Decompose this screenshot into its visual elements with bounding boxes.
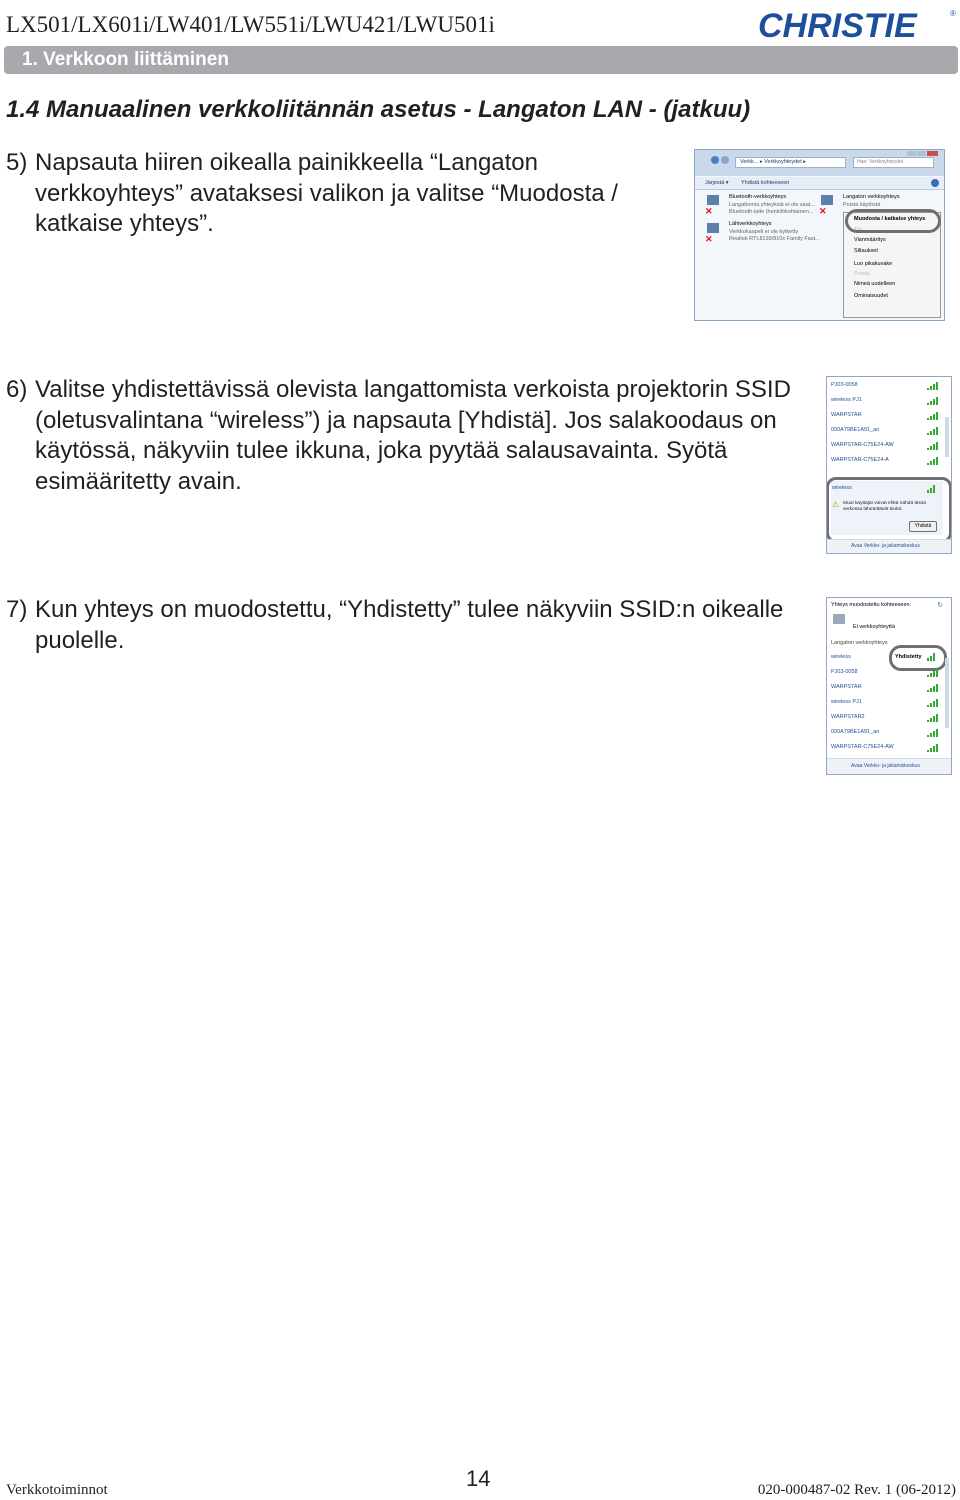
disabled-x-icon: ✕ <box>705 206 713 216</box>
adapter-wireless <box>843 194 900 209</box>
step-6 <box>6 375 806 497</box>
wireless-group-label: Langaton verkkoyhteys <box>831 640 888 646</box>
signal-strength-icon <box>927 442 939 450</box>
adapter-device: Realtek RTL8139/810x Family Fast... <box>729 236 820 242</box>
signal-strength-icon <box>927 684 939 692</box>
adapter-bluetooth <box>729 194 815 217</box>
footer-revision: 020-000487-02 Rev. 1 (06-2012) <box>757 1482 956 1498</box>
signal-strength-icon <box>927 744 939 752</box>
forward-icon <box>721 156 729 164</box>
wireless-network-list-screenshot <box>826 376 952 554</box>
search-box: Hae: Verkkoyhteydet <box>853 157 934 168</box>
network-item[interactable]: wireless PJ1 <box>831 397 862 403</box>
menu-item-bridge[interactable]: Siltaukset <box>854 248 878 254</box>
step-number: 7) <box>6 596 28 623</box>
signal-strength-icon <box>927 699 939 707</box>
signal-strength-icon <box>927 714 939 722</box>
step-number: 5) <box>6 149 28 176</box>
step-text: Napsauta hiiren oikealla painikkeella “Langaton verkkoyhteys” avataksesi valikon ja valitse “Muodosta / katkaise yhteys”. <box>35 149 618 237</box>
help-icon <box>931 179 939 187</box>
network-list-footer <box>827 539 951 554</box>
adapter-name: Lähiverkkoyhteys <box>729 221 772 227</box>
menu-item-shortcut[interactable]: Luo pikakuvake <box>854 261 893 267</box>
disabled-x-icon: ✕ <box>819 206 827 216</box>
network-item[interactable]: WARPSTAR-C75E24-A <box>831 457 889 463</box>
menu-item-properties[interactable]: Ominaisuudet <box>854 293 888 299</box>
disabled-x-icon: ✕ <box>705 234 713 244</box>
window-controls <box>907 151 941 157</box>
adapter-lan <box>729 221 820 244</box>
network-item[interactable]: WARPSTAR <box>831 684 862 690</box>
network-item[interactable]: 000A79BE1A91_an <box>831 427 880 433</box>
step-7 <box>6 595 806 656</box>
adapter-name: Bluetooth-verkkoyhteys <box>729 194 787 200</box>
christie-logo <box>758 4 958 44</box>
section-header-bar <box>4 46 958 74</box>
subheading: 1.4 Manuaalinen verkkoliitännän asetus - Langaton LAN - (jatkuu) <box>6 96 751 123</box>
connection-title: Yhteys muodostettu kohteeseen: <box>831 602 912 608</box>
network-item[interactable]: wireless PJ1 <box>831 699 862 705</box>
menu-item-status[interactable]: Tila <box>854 227 863 233</box>
current-connection-status: Ei verkkoyhteyttä <box>853 624 895 630</box>
shield-warning-icon: ⚠ <box>832 500 840 509</box>
adapter-device: Bluetooth-laite (henkilökohtainen... <box>729 209 814 215</box>
scrollbar[interactable] <box>945 658 949 728</box>
footer-chapter: Verkkotoiminnot <box>6 1482 108 1498</box>
scrollbar[interactable] <box>945 417 949 457</box>
network-item[interactable]: WARPSTAR2 <box>831 714 865 720</box>
signal-strength-icon <box>927 412 939 420</box>
organize-menu: Järjestä ▾ <box>705 180 729 186</box>
signal-strength-icon <box>927 427 939 435</box>
connected-network-list-screenshot <box>826 597 952 775</box>
signal-strength-icon <box>927 397 939 405</box>
network-item[interactable]: WARPSTAR-C75E24-AW <box>831 442 894 448</box>
step-number: 6) <box>6 376 28 403</box>
step-text: Kun yhteys on muodostettu, “Yhdistetty” tulee näkyviin SSID:n oikealle puolelle. <box>35 596 784 654</box>
network-connections-screenshot <box>694 149 945 321</box>
toolbar <box>695 177 944 190</box>
refresh-icon[interactable]: ↻ <box>937 602 943 609</box>
back-icon <box>711 156 719 164</box>
security-warning-text: Muut käyttäjät voivat ehkä nähdä tässä verkossa lähetettävät tiedot. <box>843 501 926 512</box>
highlight-oval <box>845 209 941 233</box>
network-center-link[interactable]: Avaa Verkko- ja jakamiskeskus <box>851 543 920 549</box>
network-item[interactable]: WARPSTAR-C75E24-AW <box>831 744 894 750</box>
signal-strength-icon <box>927 382 939 390</box>
document-model-title: LX501/LX601i/LW401/LW551i/LWU421/LWU501i <box>6 12 495 37</box>
highlight-oval <box>889 645 947 671</box>
connect-button[interactable]: Yhdistä <box>909 521 937 532</box>
adapter-status: Poista käytöstä <box>843 201 881 208</box>
network-list-footer <box>827 758 951 775</box>
adapter-name: Langaton verkkoyhteys <box>843 194 900 200</box>
adapter-status: Verkkokaapeli ei ole kytketty <box>729 228 799 235</box>
adapter-status: Langattomia yhteyksiä ei ole saat... <box>729 201 815 208</box>
logo-text: CHRISTIE <box>758 7 917 44</box>
signal-strength-icon <box>927 669 939 677</box>
highlight-oval <box>826 477 952 543</box>
network-item[interactable]: WARPSTAR <box>831 412 862 418</box>
network-item[interactable]: PJ03-0058 <box>831 669 858 675</box>
section-title: 1. Verkkoon liittäminen <box>22 49 229 70</box>
network-center-link[interactable]: Avaa Verkko- ja jakamiskeskus <box>851 763 920 769</box>
menu-item-rename[interactable]: Nimeä uudelleen <box>854 281 896 287</box>
computer-icon <box>833 614 845 624</box>
network-adapter-icon <box>707 195 719 205</box>
selected-network-ssid[interactable]: wireless <box>832 485 852 491</box>
step-text: Valitse yhdistettävissä olevista langattomista verkoista projektorin SSID (oletusvalintana “wireless”) ja napsauta [Yhdistä]. Jos salakoodaus on käytössä, näkyviin tulee ikkuna, joka pyytää salausavainta. Syötä esimääritetty avain. <box>35 376 791 495</box>
network-item[interactable]: PJ03-0058 <box>831 382 858 388</box>
network-item[interactable]: 000A79BE1A91_an <box>831 729 880 735</box>
step-5 <box>6 148 666 240</box>
menu-item-diagnose[interactable]: Vianmääritys <box>854 237 886 243</box>
connect-to-menu: Yhdistä kohteeseen <box>741 180 790 186</box>
network-adapter-icon <box>821 195 833 205</box>
network-adapter-icon <box>707 223 719 233</box>
connected-network-ssid[interactable]: wireless <box>831 654 851 660</box>
signal-strength-icon <box>927 457 939 465</box>
signal-strength-icon <box>927 729 939 737</box>
breadcrumb-bar: Verkk... ▸ Verkkoyhteydet ▸ <box>735 157 846 168</box>
page-number: 14 <box>466 1466 491 1491</box>
menu-item-connect-disconnect[interactable]: Muodosta / katkaise yhteys <box>854 216 926 222</box>
connected-status-label: Yhdistetty <box>895 654 922 660</box>
menu-item-delete[interactable]: Poista <box>854 271 870 277</box>
logo-registered-mark: ® <box>950 9 956 18</box>
